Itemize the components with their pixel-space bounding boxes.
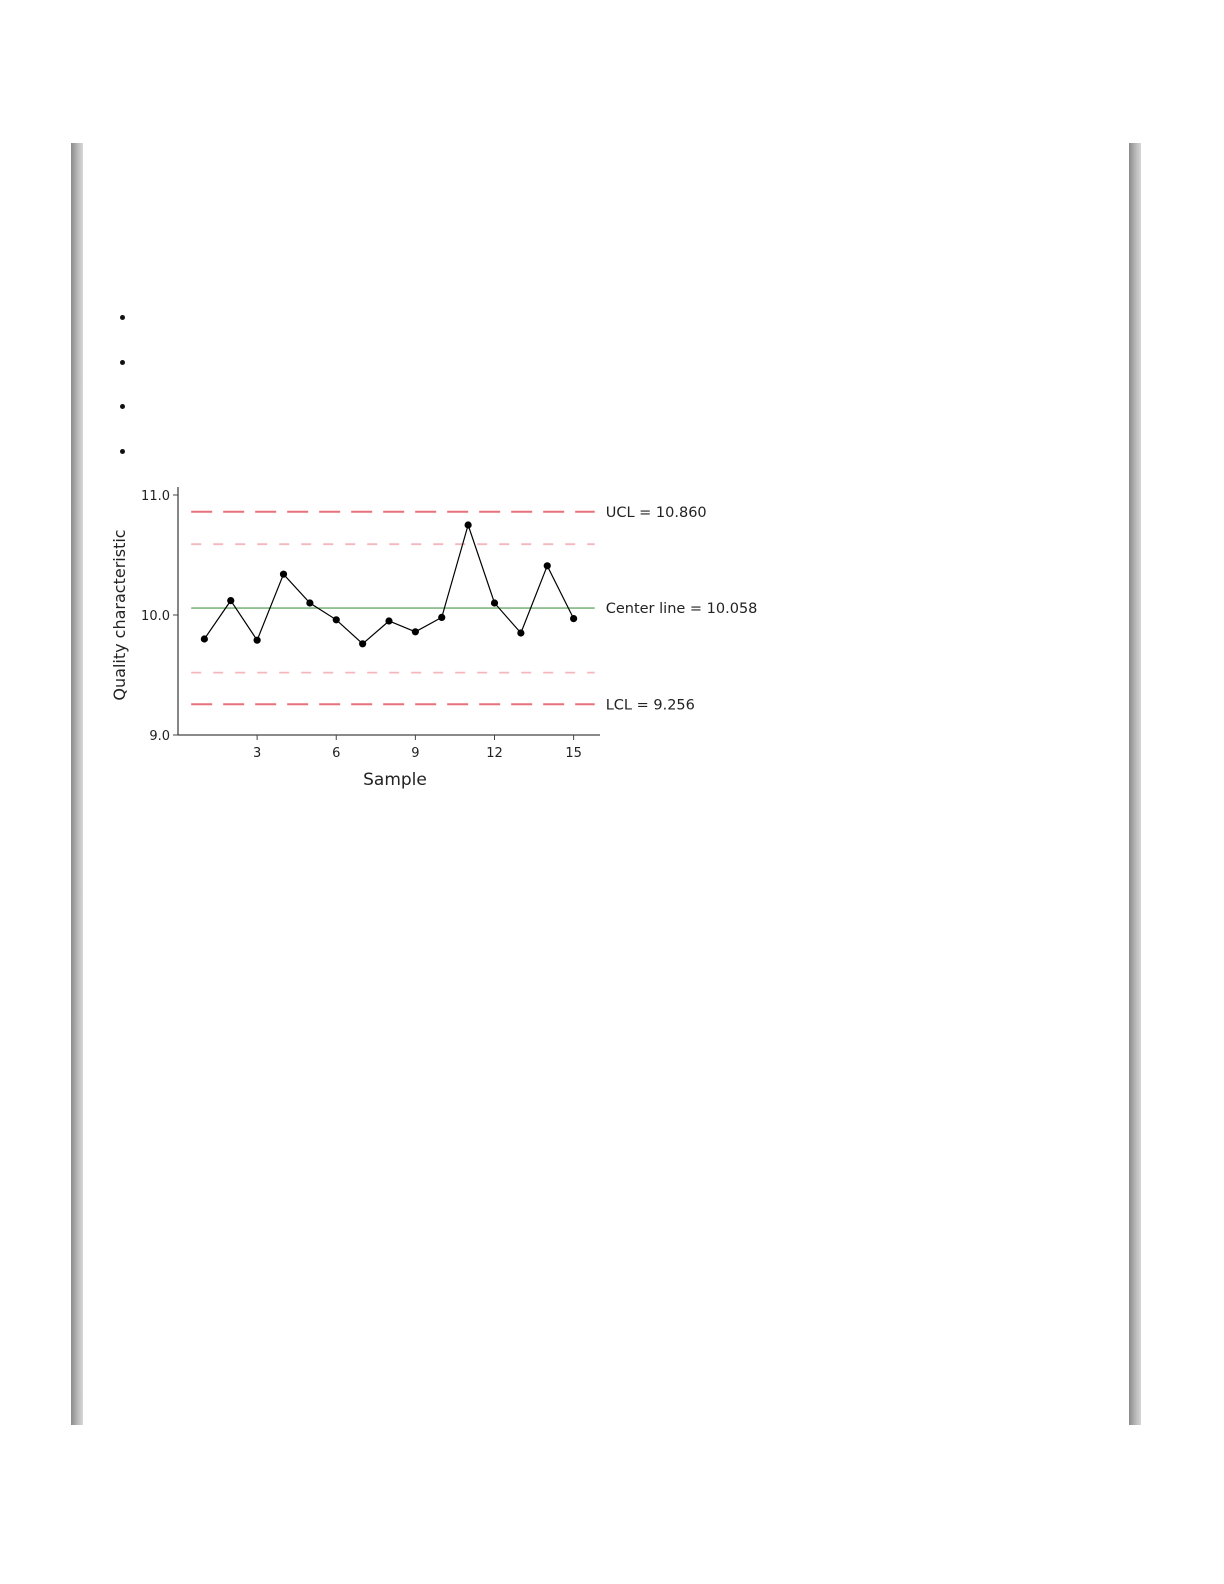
- x-tick-label: 15: [565, 746, 582, 761]
- data-point: [465, 521, 472, 528]
- x-tick-label: 6: [332, 746, 341, 761]
- data-point: [438, 614, 445, 621]
- reference-line-label: Center line = 10.058: [605, 601, 758, 618]
- x-axis-label: Sample: [363, 770, 427, 790]
- data-point: [570, 615, 577, 622]
- control-chart-svg: [100, 478, 800, 808]
- bullet-list: [118, 305, 138, 484]
- bullet-item: [118, 305, 138, 350]
- data-point: [254, 637, 261, 644]
- right-page-border: [1129, 143, 1141, 1425]
- data-point: [227, 597, 234, 604]
- data-point: [333, 616, 340, 623]
- bullet-item: [118, 394, 138, 439]
- data-point: [306, 599, 313, 606]
- data-point: [412, 628, 419, 635]
- y-tick-label: 9.0: [149, 729, 170, 744]
- reference-line-label: LCL = 9.256: [605, 697, 695, 714]
- data-point: [280, 571, 287, 578]
- data-point: [517, 629, 524, 636]
- y-tick-label: 11.0: [141, 489, 170, 504]
- data-point: [385, 617, 392, 624]
- y-tick-label: 10.0: [141, 609, 170, 624]
- data-line: [204, 525, 573, 644]
- data-point: [359, 640, 366, 647]
- y-axis-label: Quality characteristic: [110, 529, 129, 701]
- reference-line-label: UCL = 10.860: [605, 504, 707, 521]
- data-point: [544, 562, 551, 569]
- data-point: [491, 599, 498, 606]
- left-page-border: [71, 143, 83, 1425]
- x-tick-label: 12: [486, 746, 503, 761]
- x-tick-label: 3: [252, 746, 262, 761]
- x-tick-label: 9: [411, 746, 420, 761]
- bullet-item: [118, 350, 138, 395]
- data-point: [201, 635, 208, 642]
- control-chart: [100, 478, 800, 812]
